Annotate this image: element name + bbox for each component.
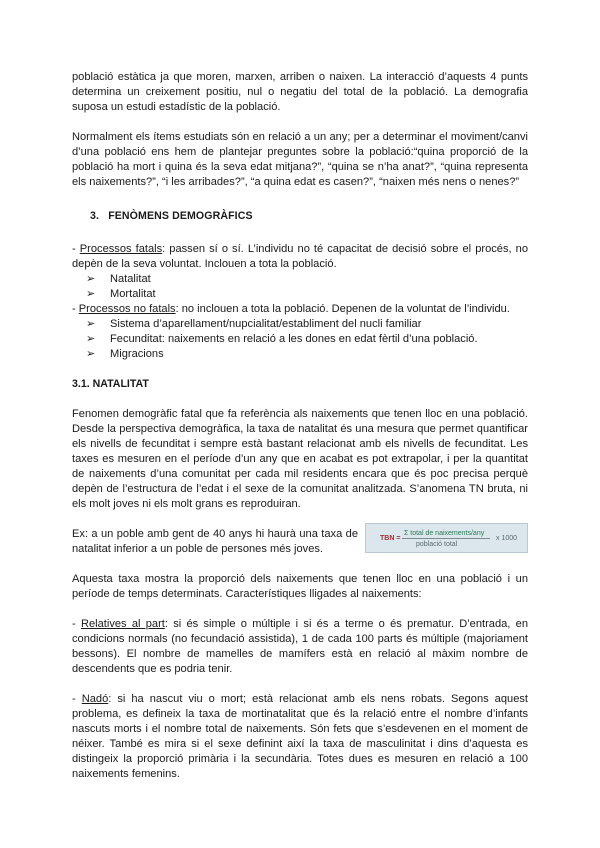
list-item-text: Mortalitat: [110, 288, 156, 300]
list-item-text: Natalitat: [110, 273, 151, 285]
paragraph-example: Ex: a un poble amb gent de 40 anys hi haurà una taxa de natalitat inferior a un poble de persones més joves.: [72, 528, 358, 555]
arrow-bullet-icon: ➢: [86, 348, 96, 360]
text-nado: : si ha nascut viu o mort; està relacionat amb els nens robats. Segons aquest problema, es defineix la taxa de mortinatalitat que és la relació entre el nombre d’infants nascuts morts i el nombre total de naixements. Són fets que s’esdevenen en el moment de néixer. També es mira si el sexe definint així la taxa de masculinitat i dins d’aquesta es distingeix la proporció primària i la secundària. Totes dues es mesuren en relació a 100 naixements femenins.: [72, 693, 528, 780]
arrow-bullet-icon: ➢: [86, 318, 96, 330]
formula-numerator: Σ total de naixements/any: [404, 530, 485, 537]
section-number: 3.: [90, 210, 100, 222]
formula-multiplier: x 1000: [496, 535, 518, 542]
list-item: [86, 347, 528, 362]
subsection-heading-natalitat: 3.1. NATALITAT: [72, 378, 149, 390]
fraction-bar: [402, 538, 490, 539]
list-processos-no-fatals: [72, 317, 528, 362]
arrow-bullet-icon: ➢: [86, 288, 96, 300]
paragraph-intro: població estàtica ja que moren, marxen, arriben o naixen. La interacció d’aquests 4 punts determina un creixement positiu, nul o negatiu del total de la població. La demografia suposa un estudi estadístic de la població.: [72, 71, 528, 113]
document-body: [72, 70, 528, 782]
text-processos-no-fatals: : no inclouen a tota la població. Depenen de la voluntat de l’individu.: [175, 303, 510, 315]
dash: -: [72, 303, 79, 315]
list-item: [86, 272, 528, 287]
dash: -: [72, 243, 80, 255]
term-processos-no-fatals: Processos no fatals: [78, 303, 176, 315]
formula-image: [365, 523, 528, 553]
example-row: [72, 527, 528, 557]
paragraph-questions: Normalment els ítems estudiats són en relació a un any; per a determinar el moviment/canvi d’una població ens hem de plantejar preguntes sobre la població:“quina proporció de la població ha mort i quina és la seva edat mitjana?”, “quina se n’ha anat?”, “quina representa els naixements?”, “i les arribades?”, “a quina edat es casen?”, “naixen més nens o nenes?”: [72, 131, 528, 188]
term-nado: Nadó: [81, 693, 109, 705]
list-item-text: Migracions: [110, 348, 164, 360]
text-relatives-part: : si és simple o múltiple i si és a terme o és prematur. D’entrada, en condicions normals (no fecundació assistida), 1 de cada 100 parts és múltiple (majoriament bessons). El nombre de mamelles de mamífers està en relació al màxim nombre de descendents que es podria tenir.: [72, 618, 528, 675]
paragraph-processos-no-fatals: [72, 302, 528, 317]
list-item: [86, 287, 528, 302]
formula-denominator: població total: [416, 541, 458, 548]
paragraph-relatives-part: [72, 617, 528, 677]
paragraph-processos-fatals: [72, 242, 528, 272]
dash: -: [72, 693, 82, 705]
section-heading-fenomens: [72, 209, 528, 224]
list-item: [86, 332, 528, 347]
arrow-bullet-icon: ➢: [86, 333, 96, 345]
list-item-text: Fecunditat: naixements en relació a les dones en edat fèrtil d’una població.: [110, 333, 478, 345]
arrow-bullet-icon: ➢: [86, 273, 96, 285]
list-processos-fatals: [72, 272, 528, 302]
text-processos-fatals: : passen sí o sí. L’individu no té capacitat de decisió sobre el procés, no depèn de la seva voluntat. Inclouen a tota la població.: [72, 243, 528, 270]
paragraph-nado: [72, 692, 528, 782]
term-processos-fatals: Processos fatals: [79, 243, 163, 255]
list-item-text: Sistema d’aparellament/nupcialitat/establiment del nucli familiar: [110, 318, 422, 330]
formula-lhs: TBN =: [380, 535, 401, 542]
section-title: FENÒMENS DEMOGRÀFICS: [108, 210, 253, 222]
dash: -: [72, 618, 81, 630]
term-relatives-part: Relatives al part: [80, 618, 165, 630]
paragraph-taxa: Aquesta taxa mostra la proporció dels naixements que tenen lloc en una població i un període de temps determinats. Característiques lligades al naixements:: [72, 573, 528, 600]
list-item: [86, 317, 528, 332]
paragraph-natalitat: Fenomen demogràfic fatal que fa referència als naixements que tenen lloc en una població. Desde la perspectiva demogràfica, la taxa de natalitat és una mesura que permet quantificar els nivells de fecunditat i sempre està bastant relacionat amb els nivells de fecunditat. Les taxes es mesuren en el període d’un any que en acabat es pot extrapolar, i per la quantitat de naixements d’una comunitat per cada mil residents encara que és poc precisa perquè depèn de l’estructura de l’edat i el sexe de la comunitat analitzada. S’anomena TN bruta, ni els molt joves ni els molt grans es reproduiran.: [72, 408, 528, 510]
